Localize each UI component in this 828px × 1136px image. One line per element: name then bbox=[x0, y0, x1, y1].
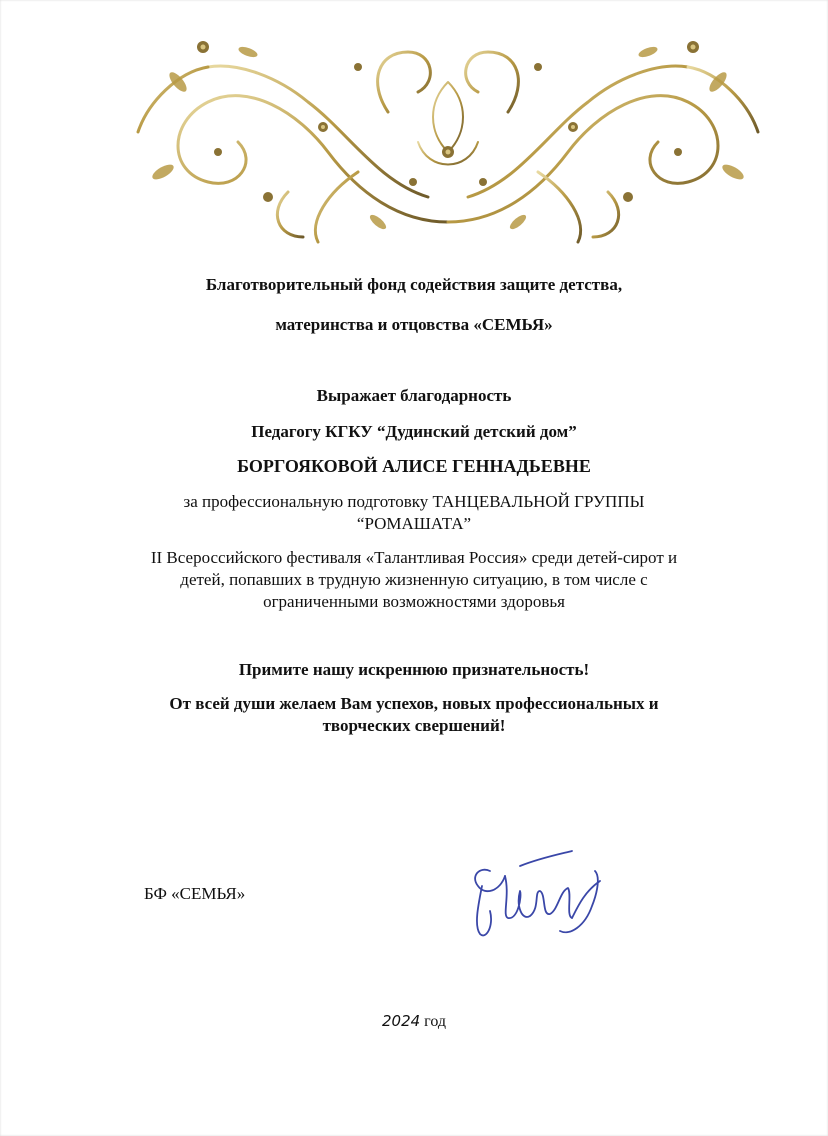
wish-line-1: От всей души желаем Вам успехов, новых профессиональных и bbox=[169, 694, 659, 713]
org-name-line-2: материнства и отцовства «СЕМЬЯ» bbox=[275, 315, 553, 334]
thanks-heading: Выражает благодарность bbox=[316, 386, 512, 405]
year-number: 2024 bbox=[381, 1012, 421, 1030]
org-name-line-1: Благотворительный фонд содействия защите детства, bbox=[205, 275, 623, 294]
recipient-name: БОРГОЯКОВОЙ АЛИСЕ ГЕННАДЬЕВНЕ bbox=[237, 456, 591, 476]
recipient-position: Педагогу КГКУ “Дудинский детский дом” bbox=[251, 422, 577, 441]
festival-text bbox=[60, 547, 768, 613]
festival-line-3: ограниченными возможностями здоровья bbox=[263, 592, 565, 611]
festival-line-1: II Всероссийского фестиваля «Талантливая Россия» среди детей-сирот и bbox=[150, 548, 678, 567]
reason-line-1: за профессиональную подготовку ТАНЦЕВАЛЬНОЙ ГРУППЫ bbox=[183, 492, 645, 511]
year-suffix: год bbox=[424, 1013, 447, 1030]
appreciation-text: Примите нашу искреннюю признательность! bbox=[238, 660, 590, 679]
gold-floral-ornament-icon bbox=[128, 22, 768, 252]
wish-line-2: творческих свершений! bbox=[322, 716, 506, 735]
reason-text bbox=[60, 491, 768, 535]
festival-line-2: детей, попавших в трудную жизненную ситуацию, в том числе с bbox=[180, 570, 648, 589]
reason-line-2: “РОМАШАТА” bbox=[356, 514, 472, 533]
signature-icon bbox=[460, 846, 620, 956]
signer-organization: БФ «СЕМЬЯ» bbox=[144, 884, 246, 903]
year-line bbox=[0, 1012, 828, 1031]
wish-text bbox=[60, 693, 768, 737]
